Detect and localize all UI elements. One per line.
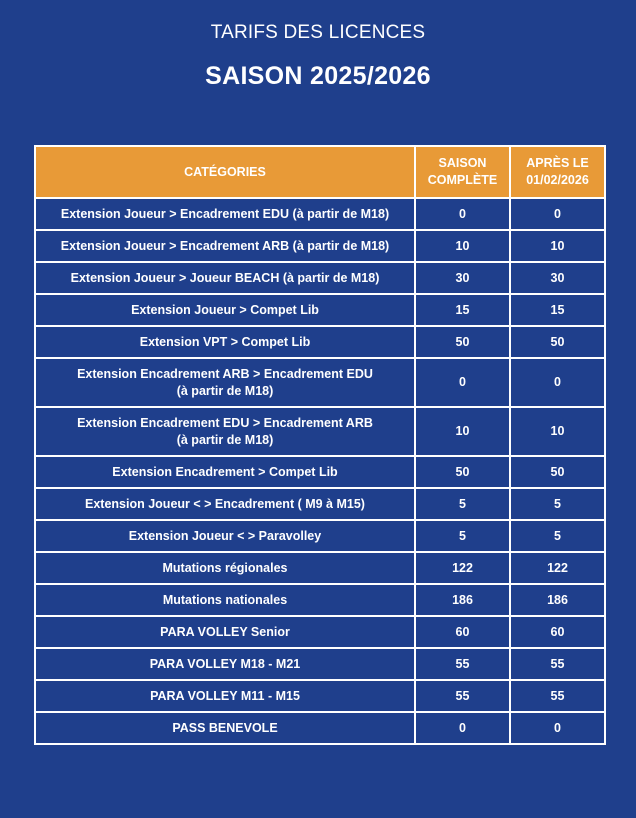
- season-price-cell: 30: [415, 262, 510, 294]
- season-heading: SAISON 2025/2026: [205, 62, 431, 90]
- category-label: Extension Encadrement > Compet Lib: [112, 464, 338, 479]
- category-label: Extension Joueur < > Encadrement ( M9 à M15): [85, 496, 365, 511]
- season-price-cell: 5: [415, 520, 510, 552]
- after-date-price-cell: 55: [510, 680, 605, 712]
- season-price-cell: 15: [415, 294, 510, 326]
- table-row: [35, 230, 605, 262]
- after-date-price-cell: 0: [510, 358, 605, 407]
- category-label: PARA VOLLEY Senior: [160, 624, 290, 639]
- header-after-line1: APRÈS LE: [526, 156, 589, 170]
- category-label: Extension Joueur > Joueur BEACH (à partir de M18): [70, 270, 380, 285]
- category-cell: [35, 488, 415, 520]
- season-price-cell: 55: [415, 680, 510, 712]
- category-label-line2: (à partir de M18): [176, 383, 274, 398]
- category-cell: [35, 712, 415, 744]
- category-cell: [35, 326, 415, 358]
- season-price-cell: 50: [415, 456, 510, 488]
- category-cell: [35, 230, 415, 262]
- season-price-cell: 0: [415, 358, 510, 407]
- season-price-cell: 10: [415, 230, 510, 262]
- after-date-price-cell: 0: [510, 198, 605, 230]
- category-label: PASS BENEVOLE: [172, 720, 278, 735]
- category-cell: [35, 407, 415, 456]
- season-price-cell: 186: [415, 584, 510, 616]
- table-row: [35, 326, 605, 358]
- category-label: Extension Joueur > Encadrement EDU (à partir de M18): [60, 206, 390, 221]
- season-price-cell: 0: [415, 712, 510, 744]
- category-cell: [35, 616, 415, 648]
- page-title: TARIFS DES LICENCES: [210, 22, 426, 43]
- season-price-cell: 5: [415, 488, 510, 520]
- category-cell: [35, 456, 415, 488]
- season-price-cell: 60: [415, 616, 510, 648]
- category-label: PARA VOLLEY M11 - M15: [150, 688, 300, 703]
- after-date-price-cell: 10: [510, 407, 605, 456]
- category-label: PARA VOLLEY M18 - M21: [149, 656, 301, 671]
- table-body: [35, 198, 605, 744]
- header-season-line1: SAISON: [438, 156, 487, 170]
- category-label: Extension Encadrement EDU > Encadrement ARB: [77, 415, 373, 430]
- category-label-line2: (à partir de M18): [176, 432, 274, 447]
- table-row: [35, 358, 605, 407]
- table-row: [35, 262, 605, 294]
- category-cell: [35, 520, 415, 552]
- category-cell: [35, 648, 415, 680]
- after-date-price-cell: 50: [510, 326, 605, 358]
- season-price-cell: 122: [415, 552, 510, 584]
- header-season-complete: [415, 146, 510, 198]
- category-label: Extension Joueur > Compet Lib: [131, 302, 319, 317]
- table-row: [35, 456, 605, 488]
- category-cell: [35, 262, 415, 294]
- category-label: Extension Joueur > Encadrement ARB (à partir de M18): [60, 238, 390, 253]
- table-row: [35, 407, 605, 456]
- table-row: [35, 520, 605, 552]
- table-header-row: [35, 146, 605, 198]
- after-date-price-cell: 122: [510, 552, 605, 584]
- category-label: Extension Encadrement ARB > Encadrement EDU: [77, 366, 373, 381]
- after-date-price-cell: 5: [510, 488, 605, 520]
- category-label: Extension Joueur < > Paravolley: [128, 528, 322, 543]
- category-label: Extension VPT > Compet Lib: [139, 334, 311, 349]
- category-cell: [35, 584, 415, 616]
- season-price-cell: 10: [415, 407, 510, 456]
- season-price-cell: 55: [415, 648, 510, 680]
- table-row: [35, 712, 605, 744]
- table-row: [35, 584, 605, 616]
- header-after-date: [510, 146, 605, 198]
- category-cell: [35, 358, 415, 407]
- category-cell: [35, 680, 415, 712]
- after-date-price-cell: 55: [510, 648, 605, 680]
- category-cell: [35, 198, 415, 230]
- header-category-label: CATÉGORIES: [184, 164, 266, 179]
- category-cell: [35, 552, 415, 584]
- after-date-price-cell: 186: [510, 584, 605, 616]
- header-season-line2: COMPLÈTE: [427, 173, 498, 187]
- after-date-price-cell: 10: [510, 230, 605, 262]
- table-row: [35, 616, 605, 648]
- table-row: [35, 648, 605, 680]
- after-date-price-cell: 60: [510, 616, 605, 648]
- after-date-price-cell: 0: [510, 712, 605, 744]
- season-price-cell: 50: [415, 326, 510, 358]
- table-row: [35, 680, 605, 712]
- license-price-table: [34, 145, 606, 745]
- category-label: Mutations régionales: [162, 560, 288, 575]
- table-row: [35, 294, 605, 326]
- header-category: [35, 146, 415, 198]
- after-date-price-cell: 15: [510, 294, 605, 326]
- category-label: Mutations nationales: [162, 592, 288, 607]
- after-date-price-cell: 30: [510, 262, 605, 294]
- after-date-price-cell: 5: [510, 520, 605, 552]
- table-row: [35, 552, 605, 584]
- header-after-line2: 01/02/2026: [526, 173, 589, 187]
- after-date-price-cell: 50: [510, 456, 605, 488]
- table-row: [35, 488, 605, 520]
- table-row: [35, 198, 605, 230]
- category-cell: [35, 294, 415, 326]
- season-price-cell: 0: [415, 198, 510, 230]
